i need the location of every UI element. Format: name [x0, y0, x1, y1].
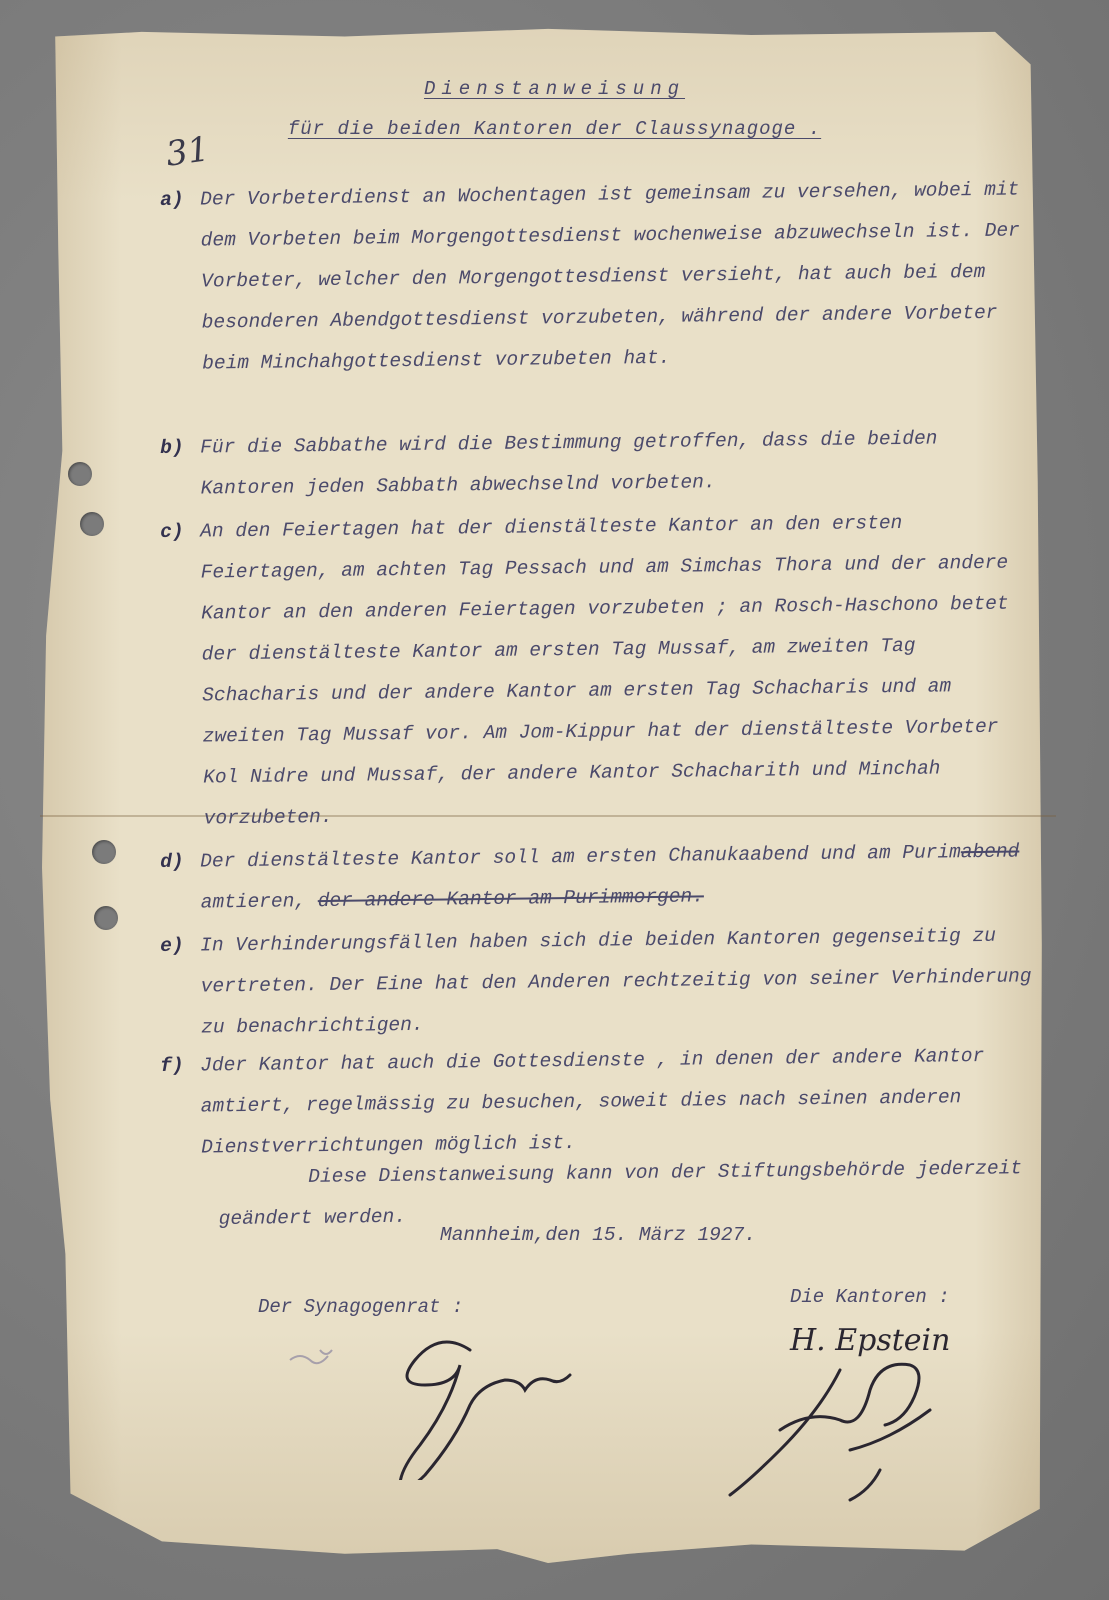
struck-word: abend [960, 840, 1020, 864]
struck-sentence: der andere Kantor am Purimmorgen. [317, 885, 705, 913]
clause-text [200, 831, 1041, 923]
epstein-signature [789, 1323, 950, 1358]
clause-a [160, 169, 1042, 385]
synagogue-council-label: Der Synagogenrat : [258, 1296, 464, 1318]
clause-marker: a) [160, 188, 184, 211]
clause-e [160, 915, 1041, 1049]
clause-d-text-end: , [294, 890, 318, 913]
council-signature [280, 1320, 620, 1480]
clause-marker: d) [160, 850, 184, 873]
clause-c [160, 501, 1044, 840]
punch-hole [94, 906, 118, 930]
clause-text: In Verhinderungsfällen haben sich die beiden Kantoren gegenseitig zu vertreten. Der Eine hat den Anderen rechtzeitig von seiner Verhinderung zu benachrichtigen. [200, 924, 1032, 1039]
document-subtitle: für die beiden Kantoren der Claussynagoge . [287, 118, 822, 140]
clause-d [160, 831, 1041, 924]
document-number: 31 [163, 129, 212, 175]
clause-b [160, 417, 1041, 510]
document-title: Dienstanweisung [423, 78, 686, 100]
clause-text: Jder Kantor hat auch die Gottesdienste , in denen der andere Kantor amtiert, regelmässig zu besuchen, soweit dies nach seinen anderen Dienstverrichtungen möglich ist. [200, 1044, 985, 1159]
place-and-date: Mannheim,den 15. März 1927. [440, 1224, 756, 1246]
clause-text: Der Vorbeterdienst an Wochentagen ist gemeinsam zu versehen, wobei mit dem Vorbeten beim Morgengottesdienst wochenweise abzuwechseln ist. Der Vorbeter, welcher den Morgengottesdienst versieht, hat auch bei dem besonderen Abendgottesdienst vorzubeten, während der andere Vorbeter beim Minchahgottesdienst vorzubeten hat. [200, 178, 1020, 375]
epstein-signature-text: H. Epstein [790, 1323, 951, 1358]
clause-marker: c) [160, 520, 184, 543]
clause-text: Für die Sabbathe wird die Bestimmung getroffen, dass die beiden Kantoren jeden Sabbath abwechselnd vorbeten. [200, 427, 938, 500]
cantors-signatures [720, 1310, 1020, 1510]
clause-marker: e) [160, 934, 184, 957]
clause-marker: b) [160, 436, 184, 459]
cantors-label: Die Kantoren : [790, 1286, 950, 1308]
clause-d-text-start: Der dienstälteste Kantor soll am ersten Chanukaabend und am Purim [200, 841, 961, 873]
clause-marker: f) [160, 1054, 184, 1077]
punch-hole [68, 462, 92, 486]
clause-text: An den Feiertagen hat der dienstälteste Kantor an den ersten Feiertagen, am achten Tag Pessach und am Simchas Thora und der andere Kantor an den anderen Feiertagen vorzubeten ; an Rosch-Haschono betet der dienstälteste Kantor am ersten Tag Mussaf, am zweiten Tag Schacharis und der andere Kantor am ersten Tag Schacharis und am zweiten Tag Mussaf vor. Am Jom-Kippur hat der dienstälteste Vorbeter Kol Nidre und Mussaf, der andere Kantor Schacharith und Minchah vorzubeten. [200, 511, 1009, 830]
punch-hole [92, 840, 116, 864]
closing-text: Diese Dienstanweisung kann von der Stiftungsbehörde jederzeit geändert werden. [218, 1157, 1023, 1230]
clause-d-text-middle: amtieren [200, 890, 295, 914]
punch-hole [80, 512, 104, 536]
